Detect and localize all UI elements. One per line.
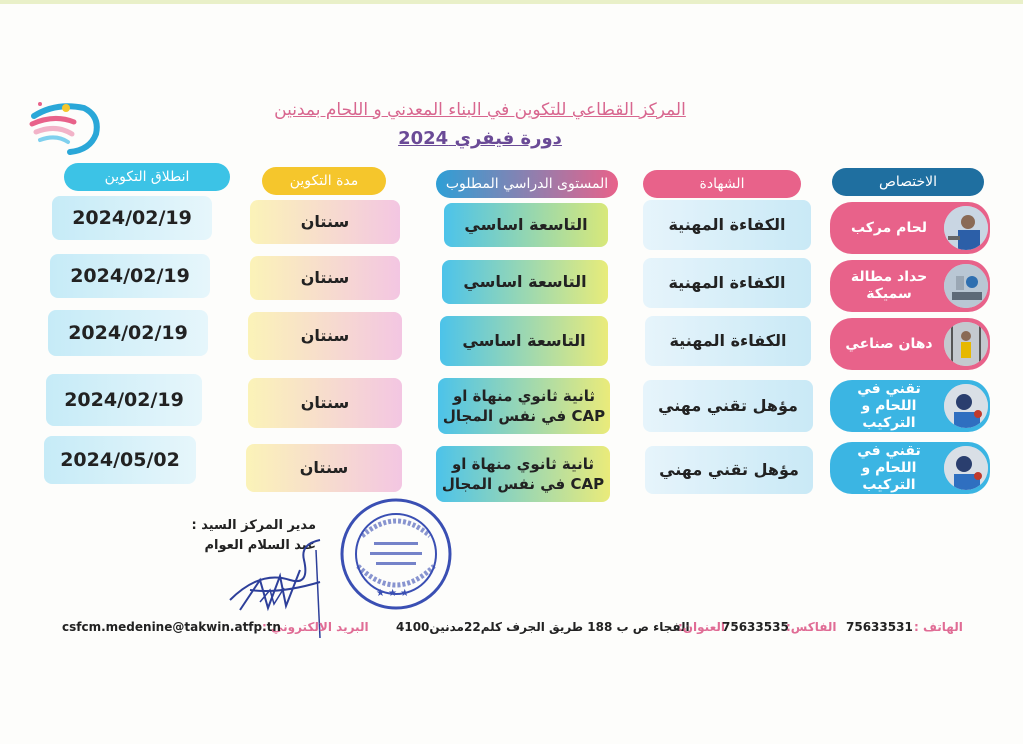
certificate-cell: الكفاءة المهنية xyxy=(643,258,811,308)
specialty-cell: تقني في اللحام و التركيب xyxy=(830,442,990,494)
email-label: البريد الالكتروني : xyxy=(262,620,369,634)
painter-photo-icon xyxy=(944,322,988,366)
duration-cell: سنتان xyxy=(248,312,402,360)
center-logo-icon xyxy=(26,94,104,156)
start-date-cell: 2024/02/19 xyxy=(46,374,202,426)
duration-cell: سنتان xyxy=(248,378,402,428)
specialty-cell: حداد مطالة سميكة xyxy=(830,260,990,312)
specialty-cell: لحام مركب xyxy=(830,202,990,254)
technician-photo-icon xyxy=(944,384,988,428)
phone-label: الهاتف : xyxy=(914,620,963,634)
email-value: csfcm.medenine@takwin.atfp.tn xyxy=(62,620,281,634)
specialty-cell: تقني في اللحام و التركيب xyxy=(830,380,990,432)
fax-value: 75633535 xyxy=(722,620,789,634)
page-title: المركز القطاعي للتكوين في البناء المعدني و اللحام بمدنين xyxy=(274,100,686,120)
certificate-cell: مؤهل تقني مهني xyxy=(645,446,813,494)
svg-text:★ ★ ★: ★ ★ ★ xyxy=(376,588,410,599)
level-cell: التاسعة اساسي xyxy=(440,316,608,366)
certificate-cell: مؤهل تقني مهني xyxy=(643,380,813,432)
page-subtitle: دورة فيفري 2024 xyxy=(398,128,562,149)
level-cell: التاسعة اساسي xyxy=(444,203,608,247)
header-duration: مدة التكوين xyxy=(262,167,386,195)
address-label: العنوان: xyxy=(678,620,725,634)
certificate-cell: الكفاءة المهنية xyxy=(645,316,811,366)
level-cell: التاسعة اساسي xyxy=(442,260,608,304)
start-date-cell: 2024/02/19 xyxy=(48,310,208,356)
duration-cell: سنتان xyxy=(250,256,400,300)
specialty-cell: دهان صناعي xyxy=(830,318,990,370)
level-cell: ثانية ثانوي منهاة او CAP في نفس المجال xyxy=(436,446,610,502)
director-name: عبد السلام العوام xyxy=(204,538,316,553)
start-date-cell: 2024/02/19 xyxy=(50,254,210,298)
metalwork-photo-icon xyxy=(944,264,988,308)
level-cell: ثانية ثانوي منهاة او CAP في نفس المجال xyxy=(438,378,610,434)
start-date-cell: 2024/05/02 xyxy=(44,436,196,484)
certificate-cell: الكفاءة المهنية xyxy=(643,200,811,250)
duration-cell: سنتان xyxy=(250,200,400,244)
header-level: المستوى الدراسي المطلوب xyxy=(436,170,618,198)
technician-photo-icon xyxy=(944,446,988,490)
official-stamp-icon xyxy=(338,496,454,612)
header-certificate: الشهادة xyxy=(643,170,801,198)
welder-photo-icon xyxy=(944,206,988,250)
top-border xyxy=(0,0,1023,4)
header-specialty: الاختصاص xyxy=(832,168,984,196)
duration-cell: سنتان xyxy=(246,444,402,492)
address-value: الفجاء ص ب 188 طريق الجرف كلم22مدنين4100 xyxy=(396,620,690,634)
header-start: انطلاق التكوين xyxy=(64,163,230,191)
start-date-cell: 2024/02/19 xyxy=(52,196,212,240)
phone-value: 75633531 xyxy=(846,620,913,634)
director-title: مدير المركز السيد : xyxy=(191,518,316,533)
fax-label: الفاكس: xyxy=(786,620,837,634)
